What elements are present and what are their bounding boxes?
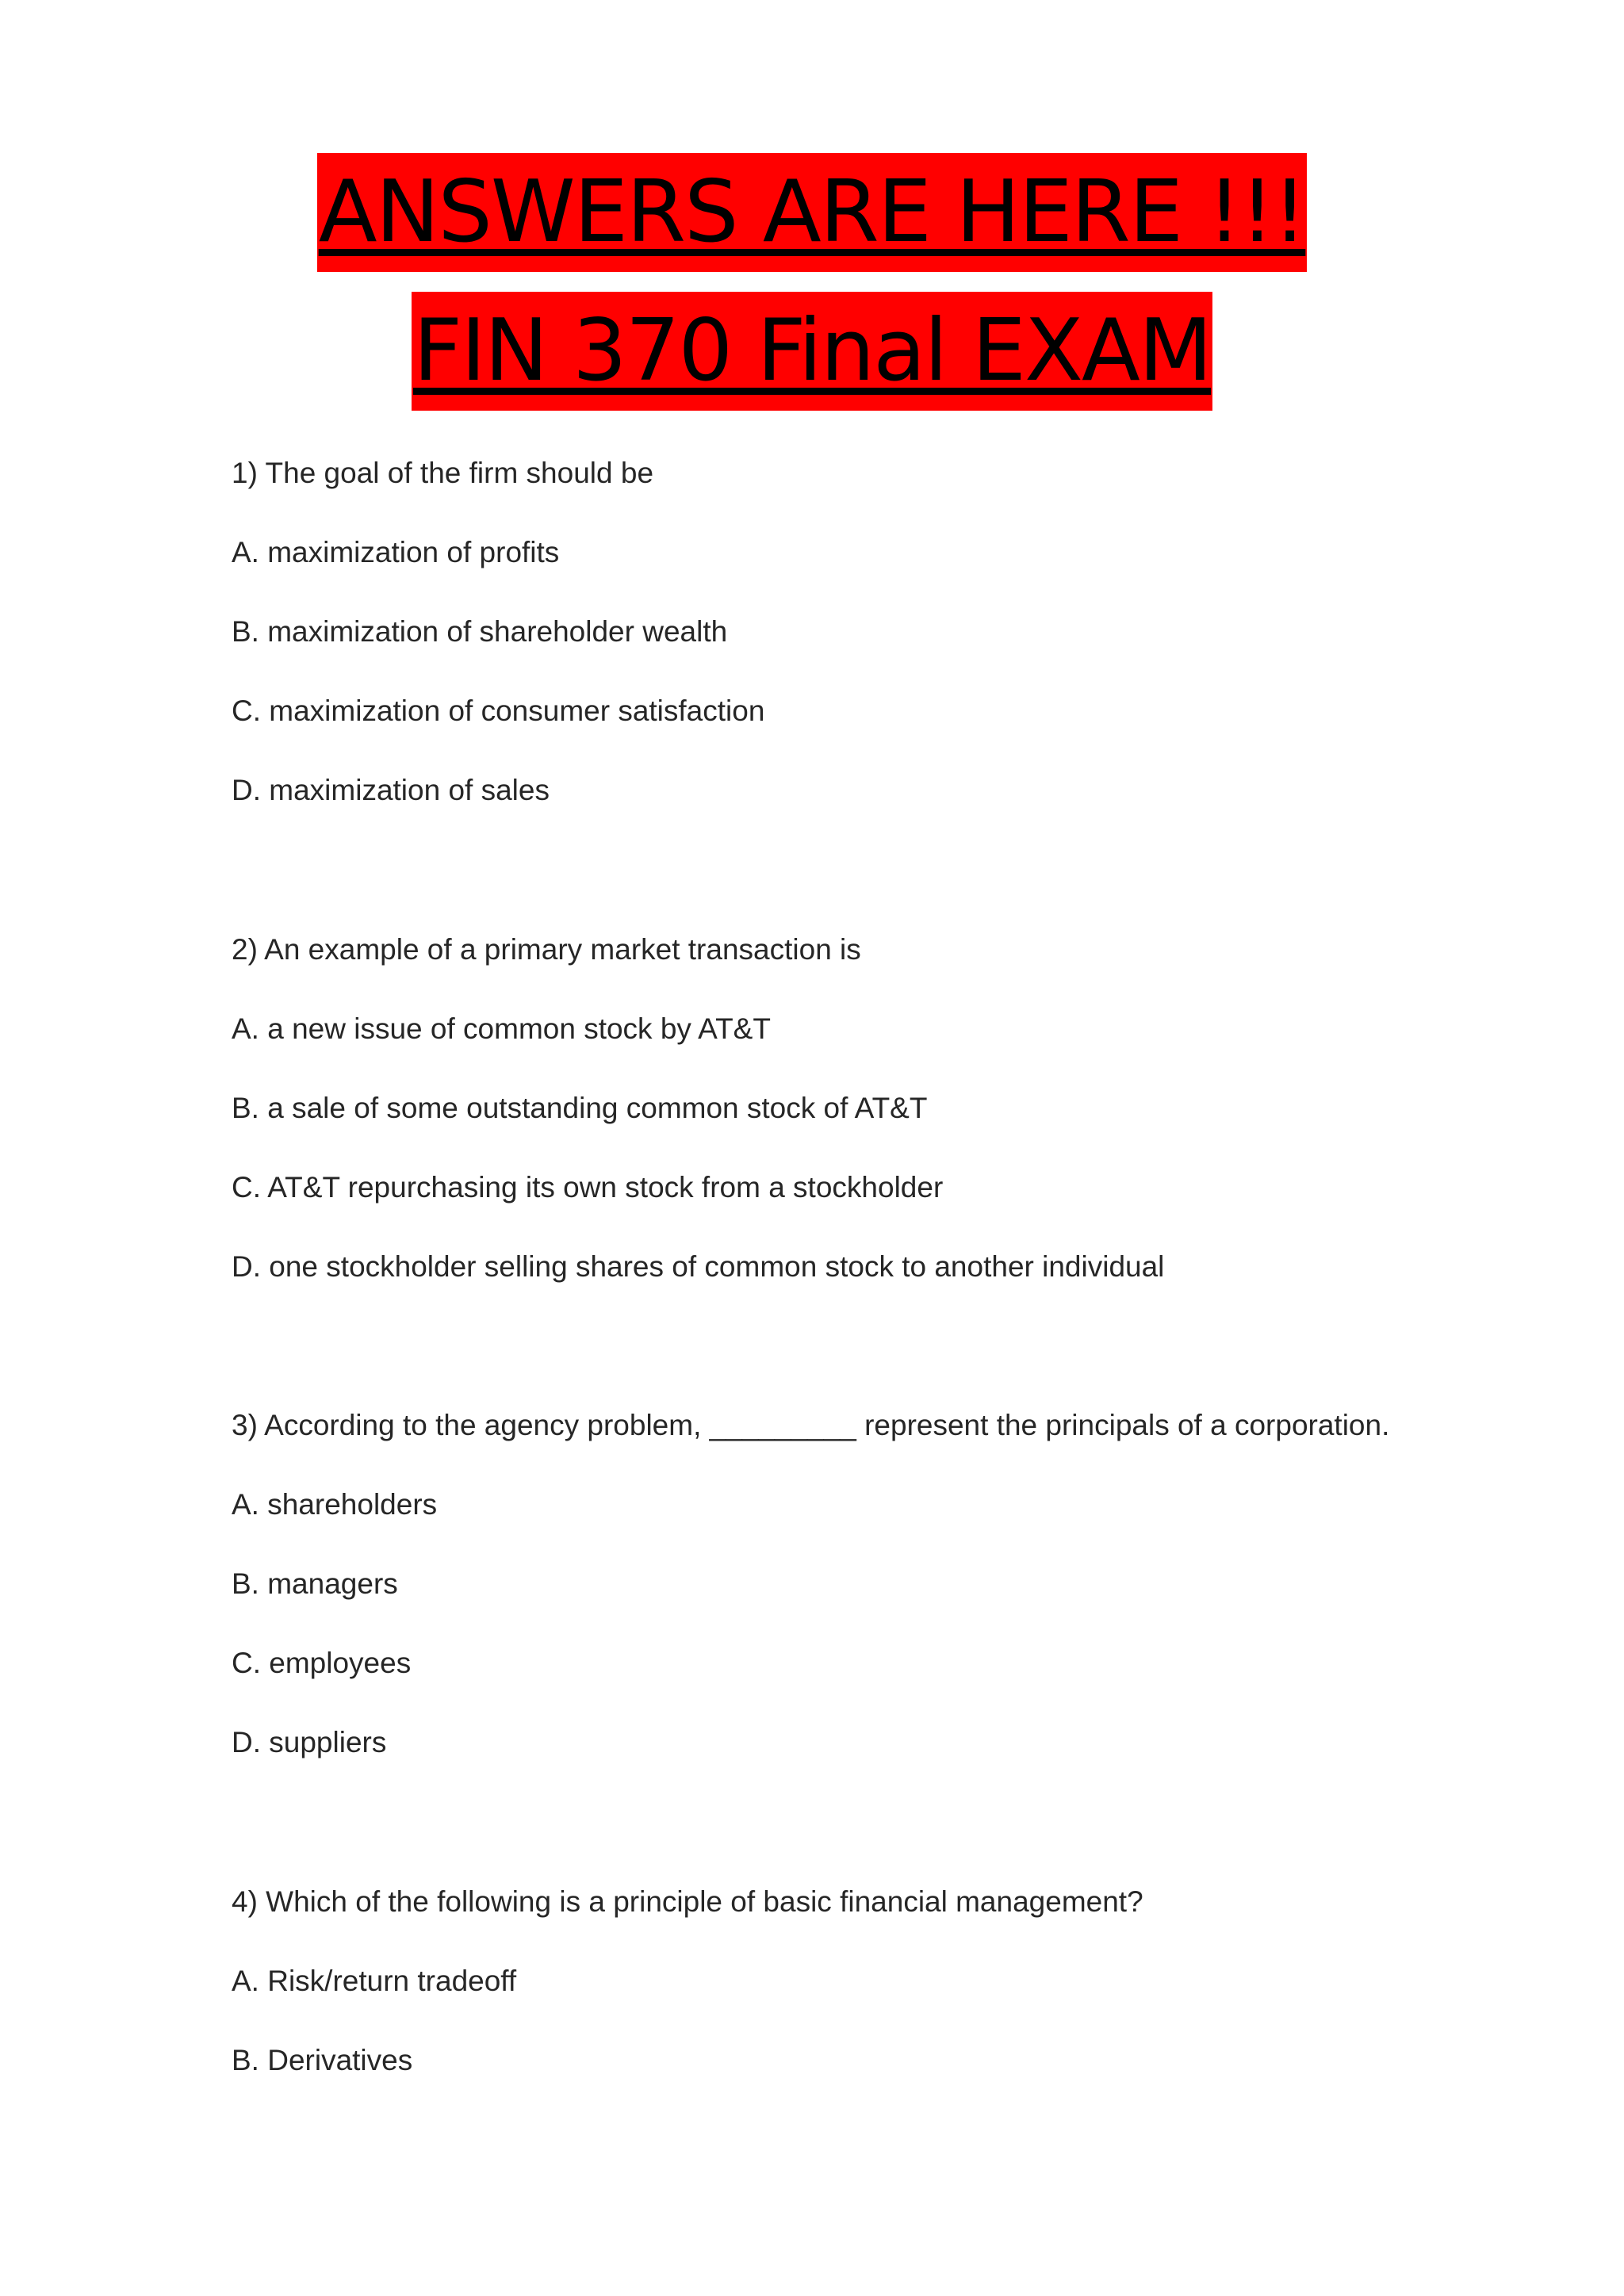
answer-option: C. maximization of consumer satisfaction [232,695,765,727]
answer-option: C. employees [232,1647,412,1679]
header-banner-2-wrap [0,292,1624,411]
header-banner-exam-title: FIN 370 Final EXAM [412,292,1212,411]
question-stem: 2) An example of a primary market transaction is [232,933,861,966]
question-stem: 1) The goal of the firm should be [232,457,654,489]
answer-option: A. a new issue of common stock by AT&T [232,1012,771,1045]
question-stem: 3) According to the agency problem, _________ represent the principals of a corporation. [232,1409,1390,1441]
answer-option: D. maximization of sales [232,774,550,806]
answer-option: D. suppliers [232,1726,387,1758]
answer-option: B. Derivatives [232,2044,413,2076]
answer-option: A. Risk/return tradeoff [232,1965,517,1997]
header-banner-answers: ANSWERS ARE HERE !!! [317,153,1308,272]
header-banner-1-wrap [0,153,1624,272]
answer-option: B. managers [232,1567,398,1600]
answer-option: B. a sale of some outstanding common stock of AT&T [232,1092,928,1124]
answer-option: C. AT&T repurchasing its own stock from a stockholder [232,1171,944,1203]
answer-option: A. maximization of profits [232,536,560,568]
question-stem: 4) Which of the following is a principle of basic financial management? [232,1885,1143,1918]
answer-option: B. maximization of shareholder wealth [232,615,728,648]
answer-option: D. one stockholder selling shares of common stock to another individual [232,1250,1165,1283]
answer-option: A. shareholders [232,1488,438,1521]
